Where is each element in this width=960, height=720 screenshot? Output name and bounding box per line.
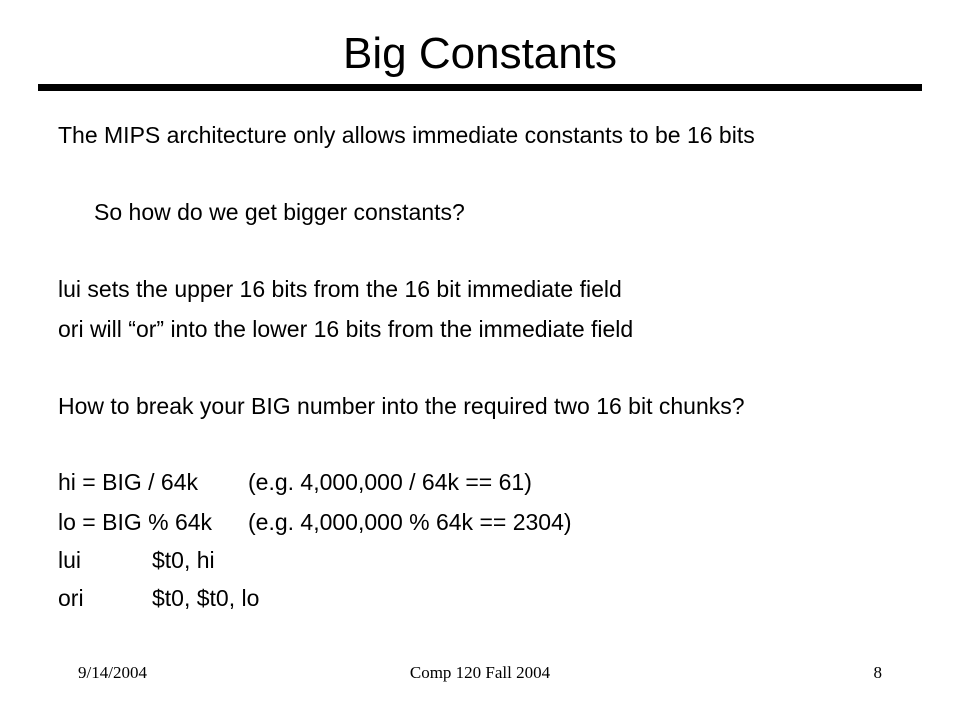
code-line-lui xyxy=(58,545,215,575)
lo-example: (e.g. 4,000,000 % 64k == 2304) xyxy=(248,509,572,535)
text-line-hi xyxy=(58,467,532,497)
hi-expression: hi = BIG / 64k xyxy=(58,469,198,495)
title-underline xyxy=(38,84,922,91)
text-line-mips-limit: The MIPS architecture only allows immediate constants to be 16 bits xyxy=(58,122,755,148)
footer-course: Comp 120 Fall 2004 xyxy=(409,663,551,682)
ori-operands: $t0, $t0, lo xyxy=(152,585,260,611)
footer-page-number: 8 xyxy=(873,663,882,682)
text-line-lo xyxy=(58,507,572,537)
text-line-break-number: How to break your BIG number into the required two 16 bit chunks? xyxy=(58,393,745,419)
slide-title: Big Constants xyxy=(343,29,617,78)
footer-date: 9/14/2004 xyxy=(78,663,147,682)
code-line-ori xyxy=(58,583,259,613)
ori-opcode: ori xyxy=(58,585,84,611)
text-line-ori: ori will “or” into the lower 16 bits from the immediate field xyxy=(58,316,634,342)
lo-expression: lo = BIG % 64k xyxy=(58,509,213,535)
lui-operands: $t0, hi xyxy=(152,547,215,573)
text-line-lui: lui sets the upper 16 bits from the 16 bit immediate field xyxy=(58,276,622,302)
hi-example: (e.g. 4,000,000 / 64k == 61) xyxy=(248,469,532,495)
lui-opcode: lui xyxy=(58,547,82,573)
text-line-question: So how do we get bigger constants? xyxy=(94,199,465,225)
